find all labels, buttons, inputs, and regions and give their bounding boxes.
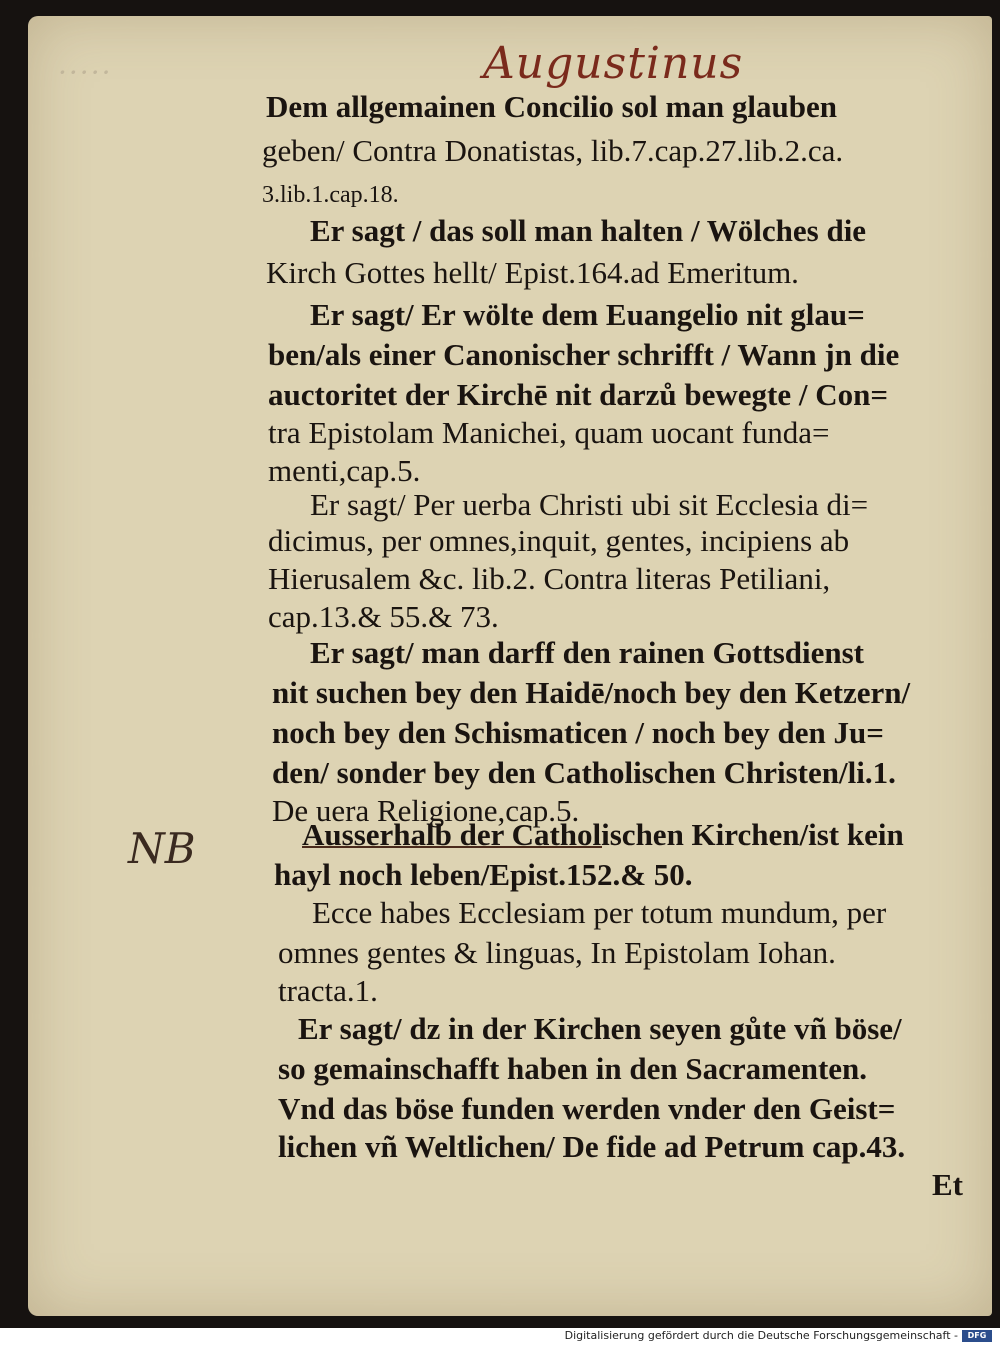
text-line: omnes gentes & linguas, In Epistolam Iohan.	[278, 935, 836, 970]
text-line: geben/ Contra Donatistas, lib.7.cap.27.lib.2.ca.	[262, 133, 844, 168]
body-text	[28, 16, 992, 1316]
text-line: 3.lib.1.cap.18.	[262, 182, 399, 208]
text-line: so gemainschafft haben in den Sacramenten.	[278, 1051, 868, 1086]
text-line: Dem allgemainen Concilio sol man glauben	[266, 89, 837, 124]
text-line: tra Epistolam Manichei, quam uocant funda=	[268, 415, 830, 450]
margin-note: NB	[128, 824, 196, 873]
text-line: den/ sonder bey den Catholischen Christen/li.1.	[272, 755, 896, 790]
text-line: De uera Religione,cap.5.	[272, 793, 580, 828]
text-line: auctoritet der Kirchē nit darzů bewegte / Con=	[268, 377, 889, 412]
catchword: Et	[932, 1167, 963, 1202]
text-line: tracta.1.	[278, 973, 378, 1008]
handwritten-title: Augustinus	[483, 38, 744, 89]
text-line: Hierusalem &c. lib.2. Contra literas Petiliani,	[268, 561, 831, 596]
text-line: nit suchen bey den Haidē/noch bey den Ketzern/	[272, 675, 911, 710]
text-line: Kirch Gottes hellt/ Epist.164.ad Emeritum.	[266, 255, 799, 290]
text-line: dicimus, per omnes,inquit, gentes, incipiens ab	[268, 523, 850, 558]
text-line: lichen vñ Weltlichen/ De fide ad Petrum cap.43.	[278, 1129, 906, 1164]
text-line: Er sagt/ dz in der Kirchen seyen gůte vñ böse/	[298, 1011, 902, 1046]
text-line: Er sagt/ man darff den rainen Gottsdienst	[310, 635, 865, 670]
text-line: cap.13.& 55.& 73.	[268, 599, 499, 634]
text-line: noch bey den Schismaticen / noch bey den Ju=	[272, 715, 884, 750]
faded-ink-smudge: ·····	[58, 56, 113, 89]
text-line: Vnd das böse funden werden vnder den Geist=	[278, 1091, 896, 1126]
footer-credit: Digitalisierung gefördert durch die Deutsche Forschungsgemeinschaft -	[564, 1329, 958, 1342]
dfg-logo: DFG	[962, 1330, 992, 1342]
text-line: Er sagt/ Er wölte dem Euangelio nit glau=	[310, 297, 865, 332]
book-page	[28, 16, 992, 1316]
text-line: Er sagt / das soll man halten / Wölches die	[310, 213, 867, 248]
text-line: Er sagt/ Per uerba Christi ubi sit Ecclesia di=	[310, 487, 869, 522]
text-line: Ausserhalb der Catholischen Kirchen/ist kein	[302, 817, 904, 852]
text-line: Ecce habes Ecclesiam per totum mundum, per	[312, 895, 887, 930]
text-line: hayl noch leben/Epist.152.& 50.	[274, 857, 693, 892]
text-line: ben/als einer Canonischer schrifft / Wann jn die	[268, 337, 900, 372]
text-line: menti,cap.5.	[268, 453, 421, 488]
